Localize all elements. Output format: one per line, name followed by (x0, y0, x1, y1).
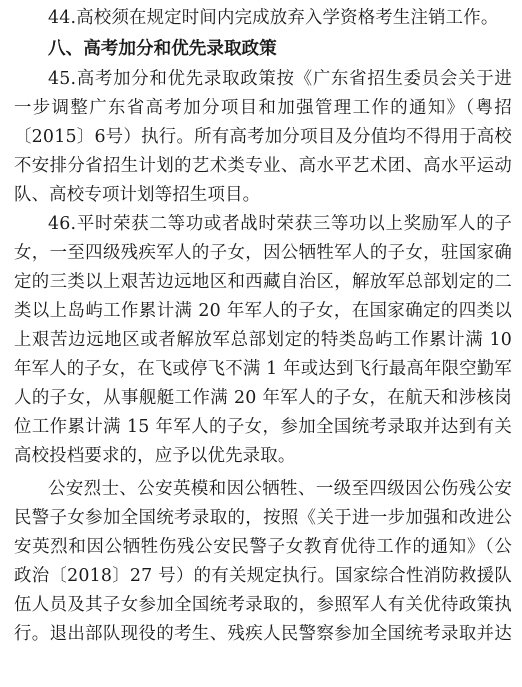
text-line: 伍人员及其子女参加全国统考录取的，参照军人有关优待政策执 (14, 595, 512, 615)
text-line: 民警子女参加全国统考录取的，按照《关于进一步加强和改进公 (14, 508, 512, 528)
text-line: 44.高校须在规定时间内完成放弃入学资格考生注销工作。 (48, 8, 499, 28)
text-line: 公安烈士、公安英模和因公牺牲、一级至四级因公伤残公安 (48, 479, 512, 499)
paragraph-45 (14, 65, 512, 210)
text-line: 〔2015〕6号）执行。所有高考加分项目及分值均不得用于高校 (14, 127, 512, 147)
text-line: 人的子女，从事舰艇工作满 20 年军人的子女，在航天和涉核岗 (14, 388, 512, 408)
text-line: 类以上岛屿工作累计满 20 年军人的子女，在国家确定的四类以 (14, 301, 512, 321)
paragraph-46 (14, 210, 512, 471)
paragraph-police-martyrs (14, 475, 512, 649)
text-line: 安英烈和因公牺牲伤残公安民警子女教育优待工作的通知》（公 (14, 537, 512, 557)
text-line: 46.平时荣获二等功或者战时荣获三等功以上奖励军人的子 (48, 214, 512, 234)
text-line: 一步调整广东省高考加分项目和加强管理工作的通知》（粤招 (14, 98, 512, 118)
text-line: 政治〔2018〕27 号）的有关规定执行。国家综合性消防救援队 (14, 566, 512, 586)
text-line: 上艰苦边远地区或者解放军总部划定的特类岛屿工作累计满 10 (14, 330, 512, 350)
text-line: 不安排分省招生计划的艺术类专业、高水平艺术团、高水平运动 (14, 156, 512, 176)
text-line: 高校投档要求的，应予以优先录取。 (14, 446, 296, 466)
text-line: 年军人的子女，在飞或停飞不满 1 年或达到飞行最高年限空勤军 (14, 359, 512, 379)
paragraph-44 (14, 4, 512, 33)
text-line: 行。退出部队现役的考生、残疾人民警察参加全国统考录取并达 (14, 624, 512, 644)
text-line: 定的三类以上艰苦边远地区和西藏自治区，解放军总部划定的二 (14, 272, 512, 292)
document-page (14, 4, 512, 649)
text-line: 45.高考加分和优先录取政策按《广东省招生委员会关于进 (48, 69, 512, 89)
text-line: 位工作累计满 15 年军人的子女，参加全国统考录取并达到有关 (14, 417, 512, 437)
section-heading-8: 八、高考加分和优先录取政策 (48, 39, 277, 59)
text-line: 女，一至四级残疾军人的子女，因公牺牲军人的子女，驻国家确 (14, 243, 512, 263)
text-line: 队、高校专项计划等招生项目。 (14, 185, 261, 205)
